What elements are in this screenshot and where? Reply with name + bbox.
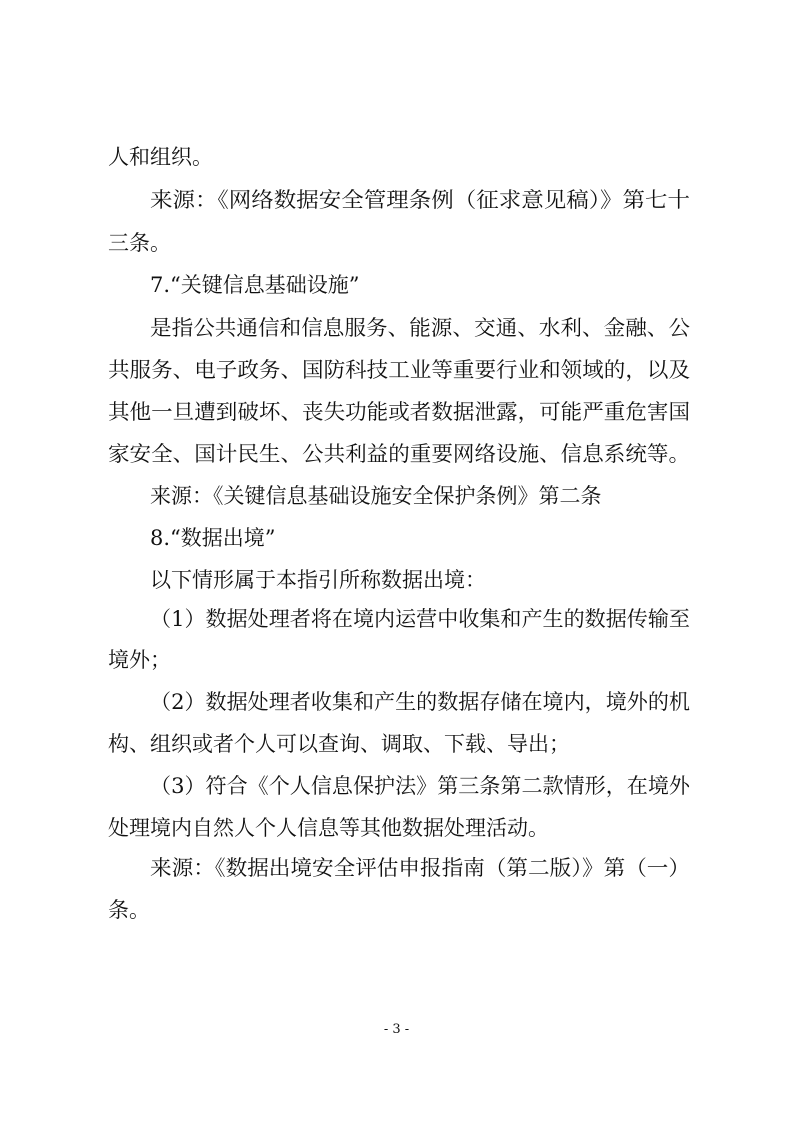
- term-heading: [0, 265, 793, 305]
- line-text: 7.“关键信息基础设施”: [150, 273, 360, 297]
- line-text: 人和组织。: [108, 145, 213, 169]
- list-item-line: [0, 766, 793, 806]
- body-line: [0, 890, 793, 930]
- line-text: 处理境内自然人个人信息等其他数据处理活动。: [108, 816, 549, 840]
- line-text: （2）数据处理者收集和产生的数据存储在境内，境外的机: [150, 690, 690, 714]
- line-text: 构、组织或者个人可以查询、调取、下载、导出；: [108, 732, 570, 756]
- body-line: [0, 308, 793, 348]
- line-text: 来源：《网络数据安全管理条例（征求意见稿）》第七十: [150, 188, 690, 212]
- line-text: 三条。: [108, 231, 171, 255]
- body-line: [0, 724, 793, 764]
- body-line: [0, 808, 793, 848]
- line-text: 8.“数据出境”: [150, 526, 276, 550]
- list-item-line: [0, 682, 793, 722]
- body-line: [0, 640, 793, 680]
- body-line: [0, 392, 793, 432]
- page-number: - 3 -: [383, 1022, 410, 1037]
- line-text: 条。: [108, 898, 150, 922]
- body-line: [0, 350, 793, 390]
- line-text: 来源：《关键信息基础设施安全保护条例》第二条: [150, 484, 602, 508]
- list-item-line: [0, 599, 793, 639]
- line-text: 共服务、电子政务、国防科技工业等重要行业和领域的，以及: [108, 358, 691, 382]
- source-line: [0, 476, 793, 516]
- body-line: [0, 434, 793, 474]
- term-heading: [0, 518, 793, 558]
- source-line: [0, 180, 793, 220]
- line-text: 以下情形属于本指引所称数据出境：: [150, 568, 486, 592]
- body-line: [0, 137, 793, 177]
- line-text: 是指公共通信和信息服务、能源、交通、水利、金融、公: [150, 316, 691, 340]
- line-text: （3）符合《个人信息保护法》第三条第二款情形，在境外: [150, 774, 690, 798]
- line-text: 家安全、国计民生、公共利益的重要网络设施、信息系统等。: [108, 442, 691, 466]
- body-line: [0, 223, 793, 263]
- line-text: 来源：《数据出境安全评估申报指南（第二版）》第（一）: [150, 856, 691, 880]
- line-text: 其他一旦遭到破坏、丧失功能或者数据泄露，可能严重危害国: [108, 400, 691, 424]
- body-line: [0, 560, 793, 600]
- line-text: （1）数据处理者将在境内运营中收集和产生的数据传输至: [150, 607, 690, 631]
- source-line: [0, 848, 793, 888]
- line-text: 境外；: [108, 648, 171, 672]
